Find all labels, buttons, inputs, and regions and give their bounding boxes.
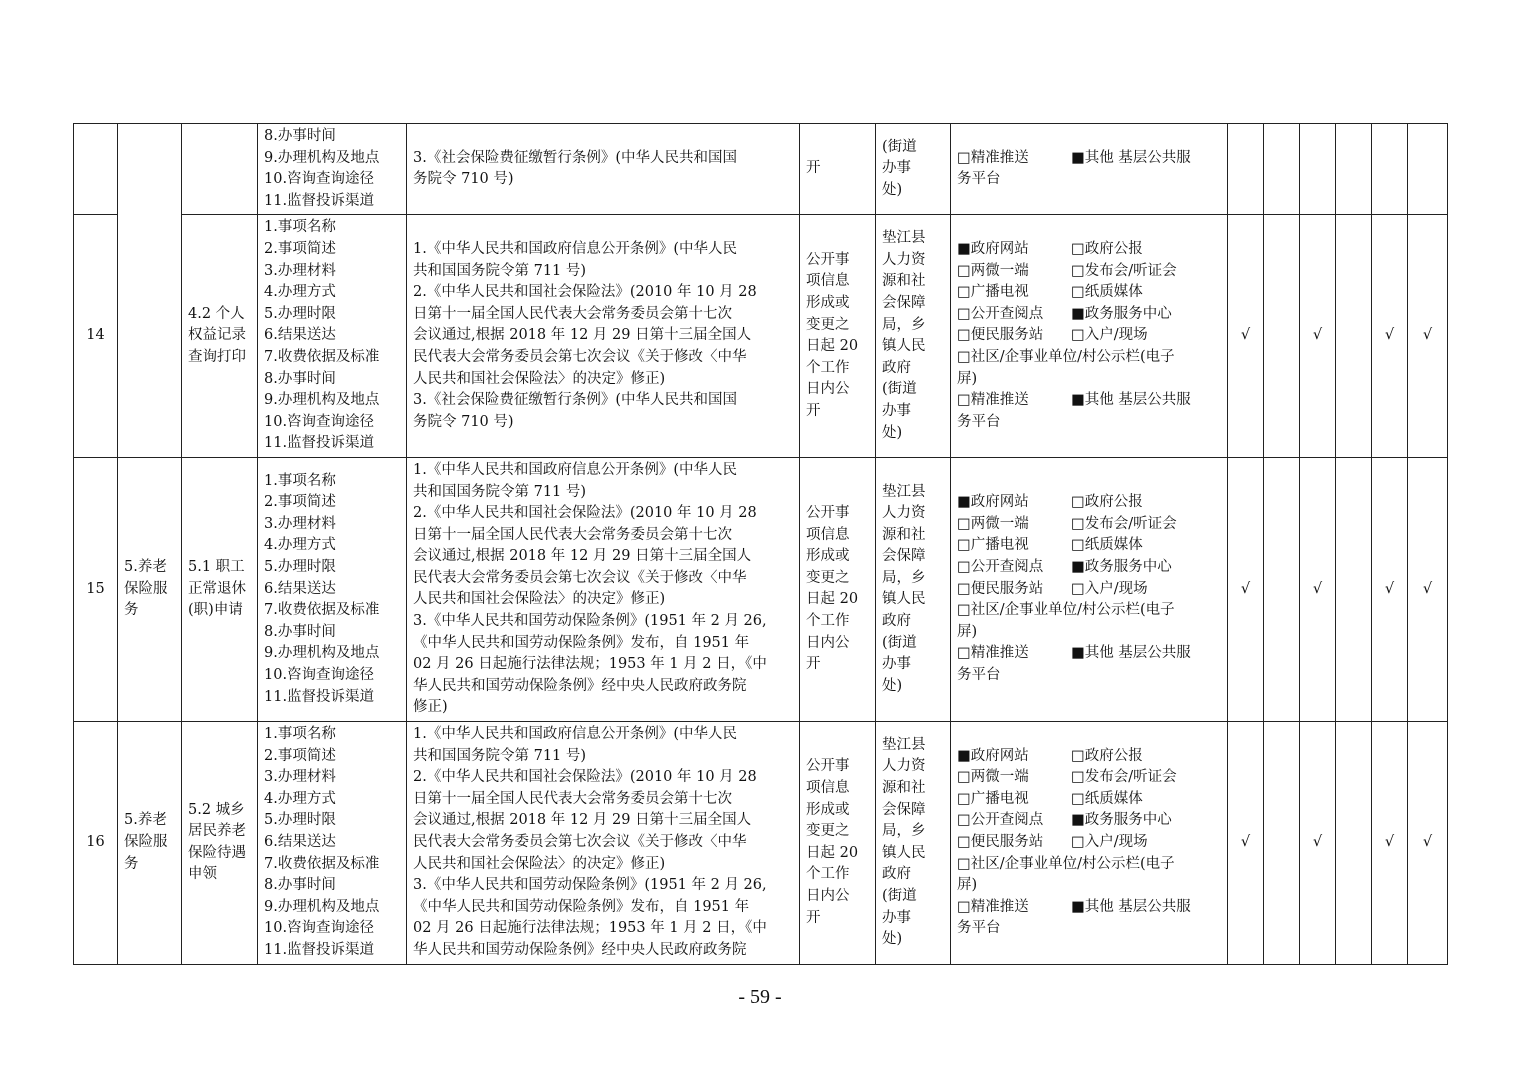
item-cell: 4.2 个人权益记录查询打印 — [182, 215, 258, 458]
text-line: 镇人民 — [882, 591, 926, 608]
text-line: 公开事 — [806, 505, 850, 522]
text-line: 11.监督投诉渠道 — [264, 688, 375, 705]
text-line: 变更之 — [806, 316, 850, 333]
channel-line — [957, 622, 1221, 644]
item-cell: 5.2 城乡居民养老保险待遇申领 — [182, 722, 258, 965]
text-line: 源和社 — [882, 780, 926, 797]
channel-line — [957, 369, 1221, 391]
text-line: 个工作 — [806, 613, 850, 630]
text-line: 3.办理材料 — [264, 262, 336, 279]
text-line: 2.《中华人民共和国社会保险法》(2010 年 10 月 28 — [413, 505, 757, 522]
text-line: 政府 — [882, 613, 911, 630]
text-line: 11.监督投诉渠道 — [264, 192, 375, 209]
text-line: 日内公 — [806, 634, 850, 651]
text-line: 开 — [806, 402, 821, 419]
channel-option: □公开查阅点 — [957, 559, 1044, 576]
channel-option: □公开查阅点 — [957, 305, 1044, 322]
channel-option: □便民服务站 — [957, 834, 1044, 850]
mark-cell — [1336, 722, 1372, 965]
mark-cell: √ — [1372, 215, 1408, 458]
mark-cell — [1336, 215, 1372, 458]
text-line: (街道 — [882, 887, 917, 904]
text-line: 4.办理方式 — [264, 284, 336, 301]
mark-cell — [1408, 124, 1448, 215]
row-number: 14 — [74, 215, 118, 458]
channel-option: □发布会/听证会 — [1071, 262, 1177, 279]
text-line: 民代表大会常务委员会第七次会议《关于修改〈中华 — [413, 834, 747, 850]
text-line: 共和国国务院令第 711 号) — [413, 747, 587, 764]
channel-option: □政府公报 — [1071, 747, 1143, 764]
text-line: 会议通过,根据 2018 年 12 月 29 日第十三届全国人 — [413, 327, 752, 344]
channel-option: ■政务服务中心 — [1071, 812, 1172, 829]
text-line: 会议通过,根据 2018 年 12 月 29 日第十三届全国人 — [413, 812, 752, 829]
channel-option: □入户/现场 — [1071, 327, 1148, 344]
channel-option: □精准推送 — [957, 149, 1029, 166]
channel-option: ■政府网站 — [957, 494, 1029, 511]
basis-cell — [407, 215, 800, 458]
mark-cell — [1372, 124, 1408, 215]
channel-option: ■其他 基层公共服 — [1071, 392, 1191, 409]
text-line: 办事 — [882, 656, 911, 673]
text-line: 9.办理机构及地点 — [264, 645, 380, 662]
text-line: 5.办理时限 — [264, 559, 336, 576]
mark-cell — [1228, 124, 1264, 215]
text-line: 2.事项简述 — [264, 240, 336, 257]
disclosure-table — [73, 123, 1448, 965]
channel-option: ■其他 基层公共服 — [1071, 645, 1191, 662]
mark-cell: √ — [1408, 722, 1448, 965]
text-line: 办事 — [882, 160, 911, 177]
channel-option: 务平台 — [957, 667, 1001, 684]
text-line: 7.收费依据及标准 — [264, 855, 380, 872]
channel-line — [957, 579, 1221, 601]
channel-line — [957, 643, 1221, 665]
channel-option: ■政府网站 — [957, 747, 1029, 764]
category-cell: 5.养老保险服务 — [118, 722, 182, 965]
text-line: 开 — [806, 909, 821, 926]
text-line: 政府 — [882, 866, 911, 883]
time-limit-cell — [800, 215, 876, 458]
channel-option: □发布会/听证会 — [1071, 769, 1177, 786]
text-line: 7.收费依据及标准 — [264, 602, 380, 619]
text-line: 2.《中华人民共和国社会保险法》(2010 年 10 月 28 — [413, 769, 757, 786]
channel-option: □便民服务站 — [957, 327, 1044, 344]
elements-cell — [258, 722, 407, 965]
text-line: 开 — [806, 160, 821, 177]
text-line: 日起 20 — [806, 844, 859, 861]
text-line: 1.事项名称 — [264, 219, 336, 236]
text-line: 10.咨询查询途径 — [264, 920, 375, 937]
channel-line — [957, 390, 1221, 412]
mark-cell: √ — [1300, 457, 1336, 721]
channel-line — [957, 282, 1221, 304]
mark-cell — [1336, 457, 1372, 721]
text-line: 局，乡 — [882, 823, 926, 840]
channel-line — [957, 832, 1221, 854]
text-line: 11.监督投诉渠道 — [264, 941, 375, 958]
text-line: 务院令 710 号) — [413, 171, 514, 188]
channel-option: □两微一端 — [957, 515, 1029, 532]
channel-line — [957, 875, 1221, 897]
channel-option: □两微一端 — [957, 769, 1029, 786]
text-line: 形成或 — [806, 801, 850, 818]
channel-line — [957, 535, 1221, 557]
text-line: 个工作 — [806, 359, 850, 376]
mark-cell — [1264, 215, 1300, 458]
mark-cell — [1264, 124, 1300, 215]
text-line: 6.结果送达 — [264, 327, 336, 344]
mark-cell: √ — [1372, 722, 1408, 965]
basis-cell — [407, 457, 800, 721]
channel-line — [957, 665, 1221, 687]
channel-option: □政府公报 — [1071, 494, 1143, 511]
text-line: 镇人民 — [882, 844, 926, 861]
channel-option: 务平台 — [957, 920, 1001, 937]
text-line: 项信息 — [806, 273, 850, 290]
text-line: 02 月 26 日起施行法律法规；1953 年 1 月 2 日，《中 — [413, 656, 767, 673]
mark-cell: √ — [1300, 215, 1336, 458]
channel-line — [957, 239, 1221, 261]
text-line: 6.结果送达 — [264, 834, 336, 850]
channel-option: ■政府网站 — [957, 240, 1029, 257]
subject-cell — [876, 457, 951, 721]
channels-cell — [951, 457, 1228, 721]
mark-cell — [1264, 457, 1300, 721]
text-line: 民代表大会常务委员会第七次会议《关于修改〈中华 — [413, 569, 747, 586]
channel-option: □纸质媒体 — [1071, 537, 1143, 554]
text-line: 会保障 — [882, 801, 926, 818]
text-line: 3.《中华人民共和国劳动保险条例》(1951 年 2 月 26, — [413, 613, 767, 630]
text-line: 镇人民 — [882, 338, 926, 355]
item-cell — [182, 124, 258, 215]
text-line: 处) — [882, 424, 903, 441]
table-row — [74, 457, 1448, 721]
text-line: 8.办事时间 — [264, 877, 336, 894]
channel-line — [957, 514, 1221, 536]
channel-option: 务平台 — [957, 171, 1001, 188]
text-line: 处) — [882, 931, 903, 948]
text-line: 《中华人民共和国劳动保险条例》发布，自 1951 年 — [413, 898, 750, 915]
subject-cell — [876, 722, 951, 965]
subject-cell — [876, 124, 951, 215]
text-line: 1.事项名称 — [264, 726, 336, 743]
table-row — [74, 722, 1448, 965]
row-number: 15 — [74, 457, 118, 721]
mark-cell — [1264, 722, 1300, 965]
channel-line — [957, 148, 1221, 170]
channel-option: □社区/企事业单位/村公示栏(电子 — [957, 855, 1175, 872]
text-line: 1.《中华人民共和国政府信息公开条例》(中华人民 — [413, 240, 737, 257]
text-line: 1.《中华人民共和国政府信息公开条例》(中华人民 — [413, 726, 737, 743]
channel-option: □社区/企事业单位/村公示栏(电子 — [957, 602, 1175, 619]
text-line: 日起 20 — [806, 338, 859, 355]
mark-cell — [1336, 124, 1372, 215]
text-line: (街道 — [882, 381, 917, 398]
text-line: 1.事项名称 — [264, 472, 336, 489]
text-line: 垫江县 — [882, 230, 926, 247]
text-line: 变更之 — [806, 569, 850, 586]
text-line: 人民共和国社会保险法〉的决定》修正) — [413, 855, 666, 872]
text-line: 日起 20 — [806, 591, 859, 608]
channel-option: □入户/现场 — [1071, 834, 1148, 850]
text-line: 2.事项简述 — [264, 494, 336, 511]
item-cell: 5.1 职工正常退休(职)申请 — [182, 457, 258, 721]
channel-line — [957, 767, 1221, 789]
text-line: 局，乡 — [882, 569, 926, 586]
channel-line — [957, 347, 1221, 369]
text-line: 民代表大会常务委员会第七次会议《关于修改〈中华 — [413, 348, 747, 365]
text-line: 《中华人民共和国劳动保险条例》发布，自 1951 年 — [413, 634, 750, 651]
mark-cell: √ — [1408, 457, 1448, 721]
channel-line — [957, 304, 1221, 326]
table-body — [74, 124, 1448, 965]
row-number: 16 — [74, 722, 118, 965]
channel-line — [957, 492, 1221, 514]
channel-line — [957, 746, 1221, 768]
channels-cell — [951, 722, 1228, 965]
channel-option: □纸质媒体 — [1071, 790, 1143, 807]
category-cell — [118, 124, 182, 458]
text-line: 人民共和国社会保险法〉的决定》修正) — [413, 591, 666, 608]
mark-cell — [1300, 124, 1336, 215]
text-line: 个工作 — [806, 866, 850, 883]
text-line: 华人民共和国劳动保险条例》经中央人民政府政务院 — [413, 677, 747, 694]
channel-line — [957, 897, 1221, 919]
text-line: 3.办理材料 — [264, 515, 336, 532]
channels-cell — [951, 215, 1228, 458]
text-line: 会保障 — [882, 548, 926, 565]
text-line: 5.办理时限 — [264, 812, 336, 829]
text-line: 3.《社会保险费征缴暂行条例》(中华人民共和国国 — [413, 392, 737, 409]
subject-cell — [876, 215, 951, 458]
text-line: 会保障 — [882, 294, 926, 311]
text-line: (街道 — [882, 138, 917, 155]
basis-cell — [407, 722, 800, 965]
channel-option: □发布会/听证会 — [1071, 515, 1177, 532]
channel-option: □精准推送 — [957, 645, 1029, 662]
text-line: 形成或 — [806, 294, 850, 311]
channel-line — [957, 412, 1221, 434]
text-line: 7.收费依据及标准 — [264, 348, 380, 365]
text-line: 办事 — [882, 402, 911, 419]
mark-cell: √ — [1228, 722, 1264, 965]
channel-option: 屏) — [957, 877, 978, 894]
text-line: 项信息 — [806, 526, 850, 543]
channel-line — [957, 557, 1221, 579]
text-line: 共和国国务院令第 711 号) — [413, 262, 587, 279]
channel-line — [957, 810, 1221, 832]
text-line: 源和社 — [882, 273, 926, 290]
channel-option: □广播电视 — [957, 284, 1029, 301]
text-line: 日第十一届全国人民代表大会常务委员会第十七次 — [413, 526, 732, 543]
text-line: 11.监督投诉渠道 — [264, 435, 375, 452]
text-line: 日第十一届全国人民代表大会常务委员会第十七次 — [413, 790, 732, 807]
mark-cell: √ — [1408, 215, 1448, 458]
channel-line — [957, 169, 1221, 191]
text-line: 公开事 — [806, 251, 850, 268]
channel-option: □广播电视 — [957, 790, 1029, 807]
text-line: 共和国国务院令第 711 号) — [413, 483, 587, 500]
elements-cell — [258, 124, 407, 215]
category-cell: 5.养老保险服务 — [118, 457, 182, 721]
text-line: 人力资 — [882, 758, 926, 775]
channel-option: □精准推送 — [957, 898, 1029, 915]
text-line: 8.办事时间 — [264, 370, 336, 387]
text-line: 9.办理机构及地点 — [264, 149, 380, 166]
text-line: 6.结果送达 — [264, 580, 336, 597]
text-line: 会议通过,根据 2018 年 12 月 29 日第十三届全国人 — [413, 548, 752, 565]
text-line: 日第十一届全国人民代表大会常务委员会第十七次 — [413, 305, 732, 322]
text-line: 3.办理材料 — [264, 769, 336, 786]
channel-option: ■政务服务中心 — [1071, 559, 1172, 576]
text-line: 华人民共和国劳动保险条例》经中央人民政府政务院 — [413, 941, 747, 958]
text-line: 1.《中华人民共和国政府信息公开条例》(中华人民 — [413, 461, 737, 478]
time-limit-cell — [800, 722, 876, 965]
channel-option: □入户/现场 — [1071, 580, 1148, 597]
text-line: 变更之 — [806, 823, 850, 840]
channel-line — [957, 600, 1221, 622]
channel-option: 屏) — [957, 623, 978, 640]
time-limit-cell — [800, 457, 876, 721]
time-limit-cell — [800, 124, 876, 215]
page-number: - 59 - — [738, 986, 782, 1008]
text-line: 局，乡 — [882, 316, 926, 333]
channel-option: □广播电视 — [957, 537, 1029, 554]
text-line: 项信息 — [806, 780, 850, 797]
text-line: 5.办理时限 — [264, 305, 336, 322]
text-line: 8.办事时间 — [264, 623, 336, 640]
text-line: 4.办理方式 — [264, 537, 336, 554]
text-line: 务院令 710 号) — [413, 413, 514, 430]
text-line: 源和社 — [882, 526, 926, 543]
channel-option: □两微一端 — [957, 262, 1029, 279]
channel-line — [957, 325, 1221, 347]
channel-option: □纸质媒体 — [1071, 284, 1143, 301]
text-line: 修正) — [413, 699, 448, 716]
channel-option: □便民服务站 — [957, 580, 1044, 597]
channel-option: □精准推送 — [957, 392, 1029, 409]
text-line: 10.咨询查询途径 — [264, 413, 375, 430]
channel-option: 屏) — [957, 370, 978, 387]
text-line: 日内公 — [806, 381, 850, 398]
text-line: 人力资 — [882, 505, 926, 522]
elements-cell — [258, 457, 407, 721]
text-line: 02 月 26 日起施行法律法规；1953 年 1 月 2 日，《中 — [413, 920, 767, 937]
text-line: 办事 — [882, 909, 911, 926]
text-line: 政府 — [882, 359, 911, 376]
text-line: 处) — [882, 181, 903, 198]
text-line: 垫江县 — [882, 483, 926, 500]
text-line: 2.《中华人民共和国社会保险法》(2010 年 10 月 28 — [413, 284, 757, 301]
mark-cell: √ — [1372, 457, 1408, 721]
text-line: 3.《社会保险费征缴暂行条例》(中华人民共和国国 — [413, 149, 737, 166]
mark-cell: √ — [1228, 215, 1264, 458]
channel-line — [957, 261, 1221, 283]
channel-line — [957, 789, 1221, 811]
text-line: 垫江县 — [882, 736, 926, 753]
channel-option: □政府公报 — [1071, 240, 1143, 257]
text-line: 处) — [882, 677, 903, 694]
text-line: 10.咨询查询途径 — [264, 171, 375, 188]
channels-cell — [951, 124, 1228, 215]
text-line: 人力资 — [882, 251, 926, 268]
text-line: 2.事项简述 — [264, 747, 336, 764]
text-line: 公开事 — [806, 758, 850, 775]
text-line: 8.办事时间 — [264, 128, 336, 144]
text-line: 日内公 — [806, 887, 850, 904]
channel-option: ■其他 基层公共服 — [1071, 149, 1191, 166]
row-number — [74, 124, 118, 215]
text-line: 人民共和国社会保险法〉的决定》修正) — [413, 370, 666, 387]
mark-cell: √ — [1300, 722, 1336, 965]
channel-option: 务平台 — [957, 413, 1001, 430]
channel-option: □公开查阅点 — [957, 812, 1044, 829]
channel-option: □社区/企事业单位/村公示栏(电子 — [957, 348, 1175, 365]
text-line: 9.办理机构及地点 — [264, 898, 380, 915]
text-line: 3.《中华人民共和国劳动保险条例》(1951 年 2 月 26, — [413, 877, 767, 894]
elements-cell — [258, 215, 407, 458]
channel-line — [957, 854, 1221, 876]
text-line: 10.咨询查询途径 — [264, 667, 375, 684]
table-row — [74, 215, 1448, 458]
text-line: 4.办理方式 — [264, 790, 336, 807]
basis-cell — [407, 124, 800, 215]
text-line: (街道 — [882, 634, 917, 651]
text-line: 9.办理机构及地点 — [264, 392, 380, 409]
table-row — [74, 124, 1448, 215]
channel-line — [957, 918, 1221, 940]
text-line: 开 — [806, 656, 821, 673]
channel-option: ■政务服务中心 — [1071, 305, 1172, 322]
text-line: 形成或 — [806, 548, 850, 565]
mark-cell: √ — [1228, 457, 1264, 721]
channel-option: ■其他 基层公共服 — [1071, 898, 1191, 915]
